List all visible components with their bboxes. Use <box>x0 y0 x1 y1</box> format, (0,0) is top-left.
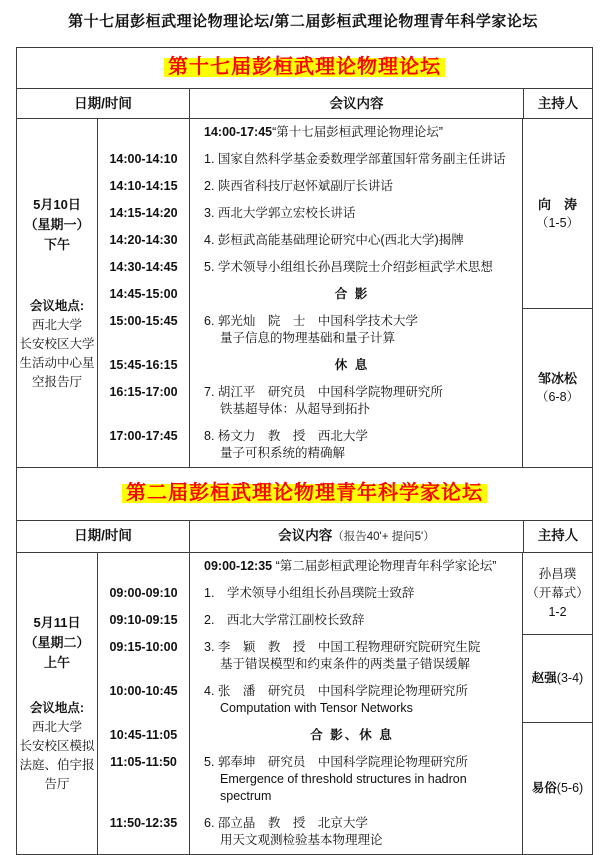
forum1-header-chair: 主持人 <box>523 89 592 118</box>
time-cell: 09:00-09:10 <box>109 586 178 600</box>
content-cell: 1. 学术领导小组组长孙昌璞院士致辞 <box>189 580 523 607</box>
forum2-header-content: 会议内容（报告40'+ 提问5'） <box>189 521 523 552</box>
content-cell: 3. 西北大学郭立宏校长讲话 <box>189 200 523 227</box>
forum1-session-header: 14:00-17:45“第十七届彭桓武理论物理论坛” <box>189 119 523 146</box>
content-cell: 4. 彭桓武高能基础理论研究中心(西北大学)揭牌 <box>189 227 523 254</box>
conference-schedule-table <box>16 47 593 855</box>
content-cell: 7. 胡江平 研究员 中国科学院物理研究所 铁基超导体：从超导到拓扑 <box>189 379 523 423</box>
photo-break-row: 合 影、休 息 <box>189 722 523 749</box>
forum1-venue: 会议地点: 西北大学 长安校区大学 生活动中心星 空报告厅 <box>19 298 95 389</box>
group-photo-row: 合 影 <box>189 281 523 308</box>
content-cell: 2. 西北大学常江副校长致辞 <box>189 607 523 634</box>
forum2-date-cell <box>17 553 98 854</box>
forum1-header-content: 会议内容 <box>189 89 523 118</box>
time-cell: 16:15-17:00 <box>109 385 178 399</box>
time-cell <box>98 119 189 146</box>
content-cell: 4. 张 潘 研究员 中国科学院理论物理研究所 Computation with Tensor Networks <box>189 678 523 722</box>
forum2-header-datetime: 日期/时间 <box>74 528 132 543</box>
time-cell: 14:00-14:10 <box>109 152 178 166</box>
forum2-header-chair: 主持人 <box>523 521 592 552</box>
forum1-date: 5月10日 （星期一） 下午 <box>24 196 90 252</box>
content-cell: 1. 国家自然科学基金委数理学部董国轩常务副主任讲话 <box>189 146 523 173</box>
time-cell: 11:05-11:50 <box>110 755 177 769</box>
forum1-date-cell <box>17 119 98 467</box>
time-cell: 10:45-11:05 <box>109 728 178 742</box>
forum2-body <box>17 553 592 854</box>
time-cell <box>98 553 189 580</box>
time-cell: 10:00-10:45 <box>109 684 178 698</box>
content-cell: 5. 学术领导小组组长孙昌璞院士介绍彭桓武学术思想 <box>189 254 523 281</box>
content-cell: 6. 邵立晶 教 授 北京大学 用天文观测检验基本物理理论 <box>189 810 523 854</box>
content-cell: 2. 陕西省科技厅赵怀斌副厅长讲话 <box>189 173 523 200</box>
forum2-session-header: 09:00-12:35 “第二届彭桓武理论物理青年科学家论坛” <box>189 553 523 580</box>
time-cell: 14:15-14:20 <box>109 206 178 220</box>
forum1-header-row <box>17 89 592 119</box>
time-cell: 09:15-10:00 <box>109 640 178 654</box>
time-cell: 14:30-14:45 <box>109 260 178 274</box>
forum2-title: 第二届彭桓武理论物理青年科学家论坛 <box>122 484 487 503</box>
time-cell: 17:00-17:45 <box>109 429 178 443</box>
chair-cell: 赵强(3-4) <box>523 634 592 722</box>
forum2-venue: 会议地点: 西北大学 长安校区模拟 法庭、伯宇报 告厅 <box>19 701 95 791</box>
chair-cell: 易俗(5-6) <box>523 722 592 854</box>
page-title: 第十七届彭桓武理论物理论坛/第二届彭桓武理论物理青年科学家论坛 <box>68 13 538 30</box>
content-cell: 5. 郭奉坤 研究员 中国科学院理论物理研究所 Emergence of threshold structures in hadron spectrum <box>189 749 523 810</box>
content-cell: 3. 李 颖 教 授 中国工程物理研究院研究生院 基于错误模型和约束条件的两类量子错误缓解 <box>189 634 523 678</box>
forum1-title-row <box>17 48 592 89</box>
time-cell: 15:45-16:15 <box>109 358 178 372</box>
forum1-title: 第十七届彭桓武理论物理论坛 <box>164 58 445 77</box>
forum2-title-row <box>17 467 592 521</box>
forum1-header-datetime: 日期/时间 <box>74 96 132 111</box>
time-cell: 09:10-09:15 <box>109 613 178 627</box>
chair-cell: 向 涛 （1-5） <box>535 196 580 230</box>
time-cell: 14:20-14:30 <box>109 233 178 247</box>
content-cell: 6. 郭光灿 院 士 中国科学技术大学 量子信息的物理基础和量子计算 <box>189 308 523 352</box>
chair-cell: 邹冰松 （6-8） <box>523 308 592 467</box>
break-row: 休 息 <box>189 352 523 379</box>
forum2-header-row <box>17 521 592 553</box>
forum1-body <box>17 119 592 467</box>
chair-cell: 孙昌璞 （开幕式） 1-2 <box>526 567 589 619</box>
content-cell: 8. 杨文力 教 授 西北大学 量子可积系统的精确解 <box>189 423 523 467</box>
time-cell: 11:50-12:35 <box>109 816 178 830</box>
time-cell: 14:45-15:00 <box>109 287 178 301</box>
time-cell: 15:00-15:45 <box>109 314 178 328</box>
forum2-date: 5月11日 （星期二） 上午 <box>24 615 90 670</box>
time-cell: 14:10-14:15 <box>109 179 178 193</box>
